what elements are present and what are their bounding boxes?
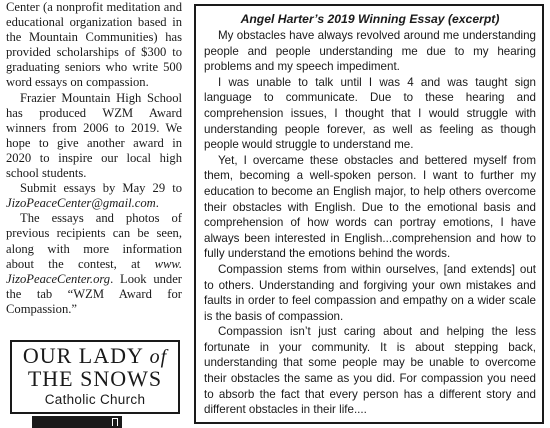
article-left-column	[6, 0, 182, 317]
banner-icon	[112, 418, 118, 426]
logo-text: of	[149, 346, 168, 368]
essay-paragraph: Yet, I overcame these obstacles and bettered myself from them, becoming a well-spoken person. I want to further my education to become an English major, to help others overcome their obstacles with English. Due to the emotional basis and comprehension of how words can portray emotions, I have always been interested in English...comprehension and how to fully understand the emotions behind the words.	[204, 153, 536, 261]
article-link-text: www. JizoPeaceCenter.org	[6, 256, 182, 286]
logo-line-2	[14, 368, 176, 390]
next-ad-banner	[32, 416, 122, 428]
article-link-text: JizoPeaceCenter@gmail.com	[6, 196, 156, 211]
article-text: Submit essays by May 29 to	[20, 181, 182, 196]
essay-paragraph: Compassion isn’t just caring about and helping the less fortunate in your community. It is about stepping back, understanding that some people may be unable to overcome their obstacles the same as you did. For compassion you need to absorb the fact that every person has a different story and different obstacles in their life....	[204, 325, 536, 417]
essay-paragraph: Compassion stems from within ourselves, [and extends] out to others. Understanding and forgiving your own mistakes and faults in order to feel compassion and empathy on a wider scale is the basis of compassion.	[204, 262, 536, 323]
article-text: The essays and photos of previous recipients can be seen, along with more information about the contest, at	[6, 211, 182, 271]
essay-title: Angel Harter’s 2019 Winning Essay (excerpt)	[240, 12, 500, 26]
article-paragraph	[6, 91, 182, 182]
logo-line-1	[14, 345, 176, 368]
article-text: . Look under the tab “WZM Award for Compassion.”	[6, 271, 182, 316]
essay-paragraph: My obstacles have always revolved around me understanding people and people understanding me due to my hearing problems and my speech impediment.	[204, 29, 536, 74]
logo-line-3: Catholic Church	[44, 392, 146, 407]
article-text: Frazier Mountain High School has produced WZM Award winners from 2006 to 2019. We hope to give another award in 2020 to inspire our local high school students.	[6, 90, 182, 181]
church-logo	[10, 340, 180, 414]
essay-paragraph: I was unable to talk until I was 4 and was taught sign language to communicate. Due to these hearing and comprehension issues, I thought that I would struggle with understanding people forever, as well as feeling as though people would struggle to understand me.	[204, 75, 536, 152]
article-text: Center (a nonprofit meditation and educational organization based in the Mountain Communities) has provided scholarships of $300 to graduating seniors who write 500 word essays on compassion.	[6, 0, 182, 90]
article-paragraph	[6, 0, 182, 91]
logo-text: OUR LADY	[22, 343, 150, 368]
article-paragraph	[6, 181, 182, 211]
article-text: .	[155, 196, 159, 211]
article-paragraph	[6, 211, 182, 317]
logo-text: THE SNOWS	[27, 366, 163, 391]
essay-box	[194, 4, 544, 424]
